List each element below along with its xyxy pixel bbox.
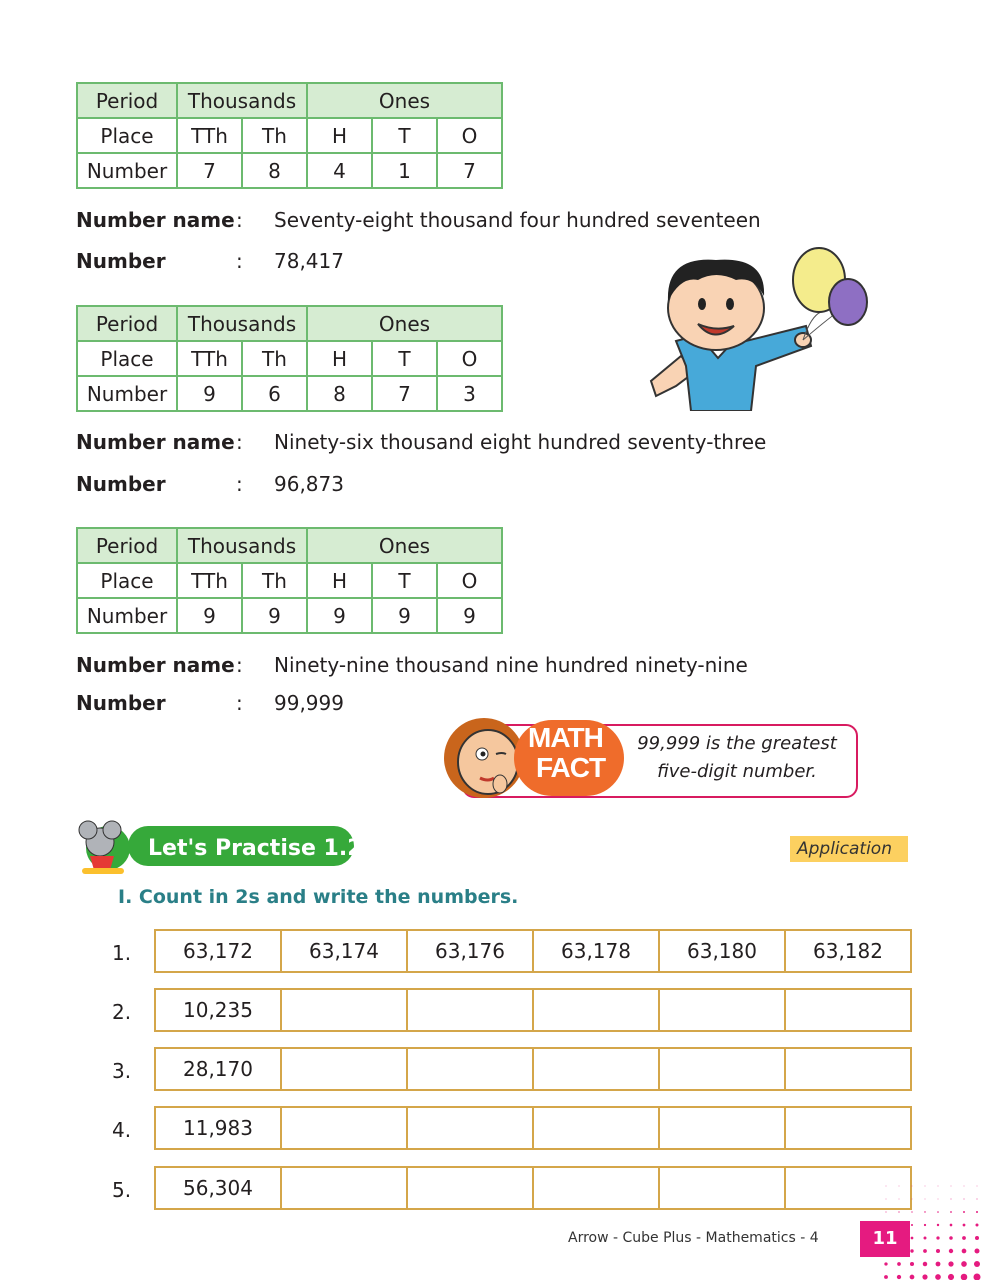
place-label: Place	[77, 563, 177, 598]
colon: :	[236, 691, 243, 715]
number-name-label: Number name	[76, 208, 235, 232]
answer-cell[interactable]	[406, 1168, 532, 1208]
answer-cell[interactable]	[280, 1108, 406, 1148]
thousands-header: Thousands	[177, 306, 307, 341]
number-value: 96,873	[274, 472, 344, 496]
row-cells	[154, 1106, 912, 1150]
row-number: 1.	[112, 941, 132, 965]
answer-cell[interactable]	[406, 990, 532, 1030]
digit-cell: 8	[307, 376, 372, 411]
row-cells	[154, 1166, 912, 1210]
number-label: Number	[77, 598, 177, 633]
ones-header: Ones	[307, 306, 502, 341]
place-cell: TTh	[177, 563, 242, 598]
row-number: 2.	[112, 1000, 132, 1024]
colon: :	[236, 249, 243, 273]
answer-cell[interactable]	[280, 1049, 406, 1089]
ones-header: Ones	[307, 528, 502, 563]
thousands-header: Thousands	[177, 83, 307, 118]
boy-with-balloons-illustration	[636, 246, 876, 411]
number-label: Number	[77, 153, 177, 188]
number-name-value: Seventy-eight thousand four hundred seventeen	[274, 208, 761, 232]
answer-cell[interactable]	[280, 1168, 406, 1208]
cell: 63,176	[406, 931, 532, 971]
place-cell: TTh	[177, 341, 242, 376]
math-fact-text	[622, 730, 852, 786]
number-line-1	[76, 249, 344, 273]
digit-cell: 6	[242, 376, 307, 411]
digit-cell: 9	[242, 598, 307, 633]
answer-cell[interactable]	[280, 990, 406, 1030]
period-header: Period	[77, 528, 177, 563]
digit-cell: 9	[437, 598, 502, 633]
question-text: I. Count in 2s and write the numbers.	[118, 886, 519, 908]
place-cell: Th	[242, 341, 307, 376]
cell: 11,983	[183, 1116, 253, 1140]
answer-cell[interactable]	[658, 1108, 784, 1148]
cell: 10,235	[183, 998, 253, 1022]
cell: 56,304	[183, 1176, 253, 1200]
number-value: 78,417	[274, 249, 344, 273]
number-name-value: Ninety-six thousand eight hundred seventy-three	[274, 430, 767, 454]
digit-cell: 9	[177, 376, 242, 411]
digit-cell: 4	[307, 153, 372, 188]
place-cell: TTh	[177, 118, 242, 153]
digit-cell: 7	[177, 153, 242, 188]
number-line-3	[76, 691, 344, 715]
number-name-label: Number name	[76, 653, 235, 677]
digit-cell: 3	[437, 376, 502, 411]
cell: 63,182	[784, 931, 910, 971]
number-field-label: Number	[76, 691, 166, 715]
answer-cell[interactable]	[532, 1108, 658, 1148]
ones-header: Ones	[307, 83, 502, 118]
digit-cell: 1	[372, 153, 437, 188]
place-cell: O	[437, 118, 502, 153]
number-line-2	[76, 472, 344, 496]
number-name-value: Ninety-nine thousand nine hundred ninety-nine	[274, 653, 748, 677]
application-tag: Application	[790, 836, 908, 862]
number-field-label: Number	[76, 249, 166, 273]
row-number: 5.	[112, 1178, 132, 1202]
math-fact-badge-line2: FACT	[536, 752, 606, 783]
place-value-table-2	[76, 305, 503, 412]
row-number: 4.	[112, 1118, 132, 1142]
place-cell: O	[437, 563, 502, 598]
period-header: Period	[77, 306, 177, 341]
place-cell: H	[307, 341, 372, 376]
number-label: Number	[77, 376, 177, 411]
answer-cell[interactable]	[784, 1108, 910, 1148]
answer-cell[interactable]	[532, 990, 658, 1030]
number-field-label: Number	[76, 472, 166, 496]
row-cells	[154, 929, 912, 973]
place-value-table-3	[76, 527, 503, 634]
place-cell: T	[372, 563, 437, 598]
row-number: 3.	[112, 1059, 132, 1083]
row-cells	[154, 988, 912, 1032]
cell: 63,180	[658, 931, 784, 971]
place-value-table-1	[76, 82, 503, 189]
number-name-label: Number name	[76, 430, 235, 454]
digit-cell: 7	[437, 153, 502, 188]
period-header: Period	[77, 83, 177, 118]
number-value: 99,999	[274, 691, 344, 715]
place-label: Place	[77, 341, 177, 376]
page-number: 11	[860, 1221, 910, 1257]
number-name-line-1	[76, 208, 761, 232]
place-cell: Th	[242, 563, 307, 598]
answer-cell[interactable]	[658, 1049, 784, 1089]
thousands-header: Thousands	[177, 528, 307, 563]
place-cell: H	[307, 118, 372, 153]
practise-title: Let's Practise 1.2	[148, 836, 363, 861]
colon: :	[236, 430, 243, 454]
colon: :	[236, 208, 243, 232]
row-cells	[154, 1047, 912, 1091]
math-fact-line1: 99,999 is the greatest	[637, 733, 837, 754]
colon: :	[236, 472, 243, 496]
place-label: Place	[77, 118, 177, 153]
place-cell: H	[307, 563, 372, 598]
answer-cell[interactable]	[658, 1168, 784, 1208]
place-cell: T	[372, 341, 437, 376]
cell: 63,178	[532, 931, 658, 971]
math-fact-badge-line1: MATH	[528, 722, 603, 753]
cell: 63,172	[183, 939, 253, 963]
cell: 63,174	[280, 931, 406, 971]
answer-cell[interactable]	[784, 990, 910, 1030]
place-cell: O	[437, 341, 502, 376]
digit-cell: 9	[307, 598, 372, 633]
place-cell: Th	[242, 118, 307, 153]
answer-cell[interactable]	[784, 1049, 910, 1089]
digit-cell: 8	[242, 153, 307, 188]
answer-cell[interactable]	[406, 1049, 532, 1089]
math-fact-callout	[432, 702, 862, 802]
number-name-line-3	[76, 653, 748, 677]
answer-cell[interactable]	[406, 1108, 532, 1148]
digit-cell: 9	[372, 598, 437, 633]
digit-cell: 7	[372, 376, 437, 411]
answer-cell[interactable]	[532, 1049, 658, 1089]
cell: 28,170	[183, 1057, 253, 1081]
answer-cell[interactable]	[658, 990, 784, 1030]
footer-text: Arrow - Cube Plus - Mathematics - 4	[568, 1230, 819, 1246]
number-name-line-2	[76, 430, 766, 454]
math-fact-line2: five-digit number.	[657, 761, 817, 782]
place-cell: T	[372, 118, 437, 153]
colon: :	[236, 653, 243, 677]
digit-cell: 9	[177, 598, 242, 633]
answer-cell[interactable]	[532, 1168, 658, 1208]
